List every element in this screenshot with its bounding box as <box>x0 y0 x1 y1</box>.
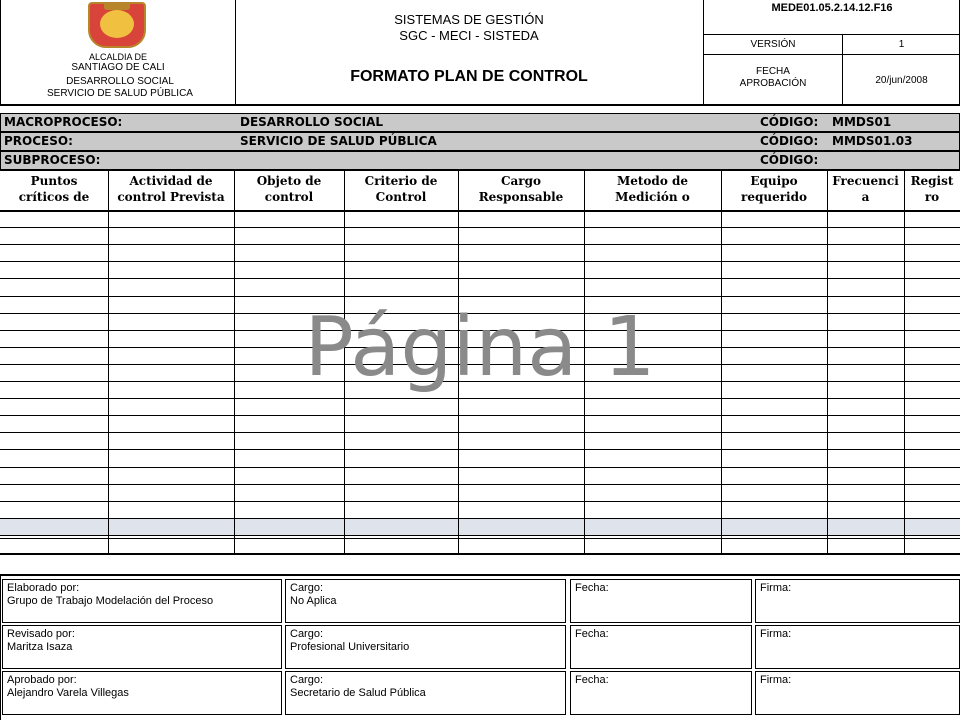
version-value: 1 <box>898 39 905 50</box>
footer-frame <box>0 574 960 720</box>
column-header-line: control Prevista <box>117 190 225 204</box>
proceso-value: SERVICIO DE SALUD PÚBLICA <box>240 134 437 148</box>
column-header <box>234 173 344 209</box>
version-label: VERSIÓN <box>750 39 796 50</box>
footer-fecha-label: Fecha: <box>575 582 609 594</box>
page-watermark: Página 1 <box>304 300 656 395</box>
footer-cargo-value: No Aplica <box>290 595 337 607</box>
footer-cargo-value: Profesional Universitario <box>290 641 410 653</box>
dept-line-1: DESARROLLO SOCIAL <box>66 76 174 87</box>
form-title: FORMATO PLAN DE CONTROL <box>350 68 588 85</box>
footer-cargo-label: Cargo: <box>290 628 324 640</box>
table-row-line <box>0 244 960 245</box>
column-header-line: Objeto de <box>256 174 322 188</box>
system-title: SISTEMAS DE GESTIÓN <box>394 12 544 27</box>
proceso-code-value: MMDS01.03 <box>832 134 913 148</box>
footer-role-value: Alejandro Varela Villegas <box>7 687 129 699</box>
footer-role-label: Elaborado por: <box>7 582 80 594</box>
macroproceso-value: DESARROLLO SOCIAL <box>240 115 384 129</box>
table-row-line <box>0 484 960 485</box>
table-top-border <box>0 170 960 171</box>
column-header-line: control <box>264 190 314 204</box>
column-header <box>344 173 458 209</box>
footer-firma-label: Firma: <box>760 674 792 686</box>
column-header-line: Frecuenci <box>832 174 899 188</box>
dept-line-2: SERVICIO DE SALUD PÚBLICA <box>47 88 193 99</box>
footer-role-value: Maritza Isaza <box>7 641 73 653</box>
table-row-line <box>0 278 960 279</box>
logo-text-line-2: SANTIAGO DE CALI <box>71 62 165 73</box>
footer-firma-label: Firma: <box>760 628 792 640</box>
approval-label: FECHA APROBACIÓN <box>739 66 807 89</box>
table-row-line <box>0 296 960 297</box>
column-header-line: Equipo <box>750 174 798 188</box>
table-row-line <box>0 261 960 262</box>
macroproceso-code-label: CÓDIGO: <box>760 115 819 129</box>
macroproceso-label: MACROPROCESO: <box>4 115 123 129</box>
table-row-line <box>0 501 960 502</box>
approval-date: 20/jun/2008 <box>875 74 928 86</box>
column-header-line: Metodo de <box>616 174 689 188</box>
table-header-border <box>0 210 960 212</box>
column-header-line: Medición o <box>615 190 690 204</box>
table-double-line <box>0 535 960 536</box>
table-double-line <box>0 538 960 539</box>
table-row-line <box>0 449 960 450</box>
proceso-label: PROCESO: <box>4 134 73 148</box>
table-bottom-border <box>0 553 960 555</box>
column-header-line: Puntos <box>30 174 78 188</box>
column-header <box>904 173 960 209</box>
column-header-line: Control <box>375 190 427 204</box>
table-row-line <box>0 415 960 416</box>
macroproceso-code-value: MMDS01 <box>832 115 892 129</box>
footer-role-label: Aprobado por: <box>7 674 77 686</box>
subproceso-label: SUBPROCESO: <box>4 153 101 167</box>
column-header-line: Criterio de <box>364 174 438 188</box>
subproceso-code-label: CÓDIGO: <box>760 153 819 167</box>
footer-role-value: Grupo de Trabajo Modelación del Proceso <box>7 595 214 607</box>
footer-fecha-label: Fecha: <box>575 628 609 640</box>
footer-firma-label: Firma: <box>760 582 792 594</box>
table-row-line <box>0 467 960 468</box>
column-header-line: requerido <box>741 190 807 204</box>
table-shaded-row <box>0 519 960 535</box>
footer-cargo-label: Cargo: <box>290 674 324 686</box>
column-header <box>721 173 827 209</box>
table-row-line <box>0 227 960 228</box>
footer-cargo-value: Secretario de Salud Pública <box>290 687 426 699</box>
column-header <box>827 173 904 209</box>
column-header-line: a <box>861 190 870 204</box>
proceso-code-label: CÓDIGO: <box>760 134 819 148</box>
column-header <box>0 173 108 209</box>
system-subtitle: SGC - MECI - SISTEDA <box>399 28 539 43</box>
footer-role-label: Revisado por: <box>7 628 75 640</box>
column-header-line: Cargo <box>500 174 542 188</box>
column-header-line: críticos de <box>18 190 90 204</box>
table-row-line <box>0 432 960 433</box>
logo-text-line-1: ALCALDIA DE <box>88 52 148 62</box>
column-header <box>108 173 234 209</box>
column-header-line: Regist <box>910 174 954 188</box>
column-header-line: Actividad de <box>129 174 213 188</box>
column-header <box>584 173 721 209</box>
footer-cargo-label: Cargo: <box>290 582 324 594</box>
column-header-line: ro <box>924 190 940 204</box>
column-header <box>458 173 584 209</box>
document-code: MEDE01.05.2.14.12.F16 <box>771 2 893 14</box>
column-header-line: Responsable <box>478 190 564 204</box>
alcaldia-logo <box>88 2 146 48</box>
footer-fecha-label: Fecha: <box>575 674 609 686</box>
